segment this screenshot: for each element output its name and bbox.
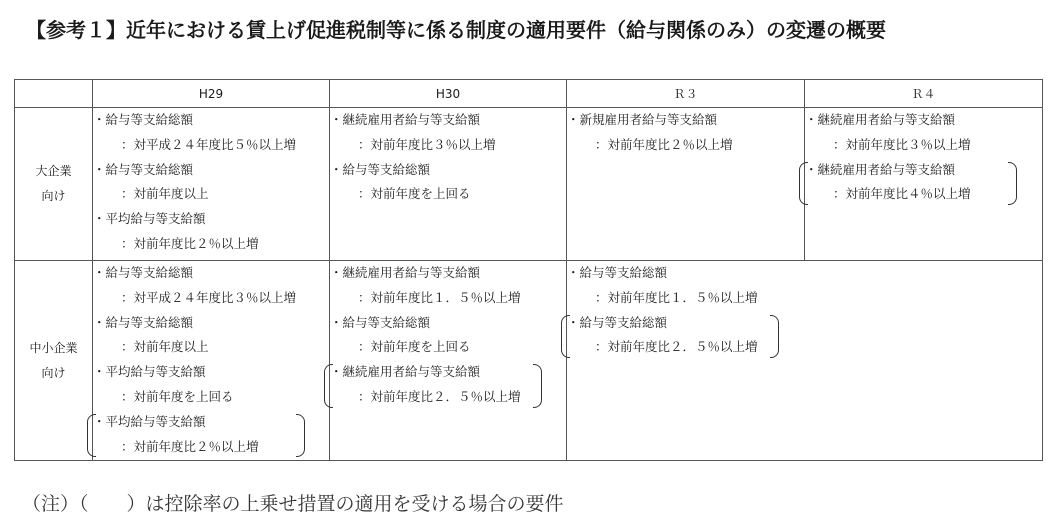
- row-label-sme: [15, 261, 93, 461]
- requirement-condition: ：対前年度比３％以上増: [833, 136, 971, 152]
- requirement-name: ・給与等支給総額: [93, 112, 194, 127]
- requirement-condition: ：対前年度比３％以上増: [358, 136, 496, 152]
- requirement-name: ・給与等支給総額: [567, 265, 668, 280]
- requirement-item: [93, 158, 329, 208]
- requirement-condition: ：対前年度を上回る: [358, 186, 471, 202]
- requirement-condition: ：対前年度比１．５％以上増: [595, 289, 758, 305]
- requirement-name: ・平均給与等支給額: [93, 211, 206, 227]
- row-label-line: 中小企業: [29, 340, 78, 355]
- cell-sme-h29: [93, 261, 330, 461]
- requirement-item: [330, 158, 566, 208]
- requirement-condition: ：対前年度以上: [121, 186, 209, 202]
- requirement-item: [93, 311, 329, 361]
- requirement-condition: ：対前年度を上回る: [121, 388, 234, 404]
- requirement-name: ・新規雇用者給与等支給額: [567, 112, 718, 127]
- requirement-condition: ：対前年度比４％以上増: [833, 186, 971, 202]
- requirements-table: [14, 79, 1043, 461]
- page-title: 【参考１】近年における賃上げ促進税制等に係る制度の適用要件（給与関係のみ）の変遷の概要: [26, 18, 886, 42]
- requirement-condition: ：対前年度比２％以上増: [595, 136, 733, 152]
- cell-sme-r3-r4: [567, 261, 1043, 461]
- requirement-name: ・給与等支給総額: [330, 314, 431, 330]
- header-row: [15, 80, 1043, 108]
- cell-large-r3: [567, 108, 805, 261]
- header-h29: H29: [93, 80, 330, 108]
- requirement-name: ・給与等支給総額: [93, 161, 194, 177]
- requirement-name: ・継続雇用者給与等支給額: [330, 364, 481, 380]
- cell-large-r4: [805, 108, 1043, 261]
- header-r4: Ｒ４: [805, 80, 1043, 108]
- requirement-condition: ：対前年度以上: [121, 339, 209, 355]
- requirement-name: ・給与等支給総額: [93, 265, 194, 280]
- cell-large-h29: [93, 108, 330, 261]
- requirement-name: ・継続雇用者給与等支給額: [805, 161, 956, 177]
- requirement-name: ・平均給与等支給額: [93, 413, 206, 429]
- bracketed-requirement: [799, 158, 1017, 208]
- bracketed-requirement: [324, 360, 542, 410]
- bracketed-requirement: [87, 410, 305, 460]
- requirement-name: ・給与等支給総額: [93, 314, 194, 330]
- requirement-item: [93, 360, 329, 410]
- requirement-name: ・給与等支給総額: [330, 161, 431, 177]
- requirement-name: ・継続雇用者給与等支給額: [805, 112, 956, 127]
- bracketed-requirement: [561, 311, 779, 361]
- requirement-name: ・給与等支給総額: [567, 314, 668, 330]
- requirement-condition: ：対平成２４年度比３％以上増: [121, 289, 297, 305]
- row-sme: [15, 261, 1043, 461]
- requirement-item: [805, 108, 1042, 158]
- requirement-condition: ：対前年度比２．５％以上増: [358, 388, 521, 404]
- requirement-condition: ：対平成２４年度比５％以上増: [121, 136, 297, 152]
- requirement-name: ・平均給与等支給額: [93, 364, 206, 380]
- requirement-item: [330, 311, 566, 361]
- requirement-item: [330, 261, 566, 311]
- row-label-line: 向け: [41, 189, 66, 203]
- requirement-condition: ：対前年度比１．５％以上増: [358, 289, 521, 305]
- requirement-item: [93, 261, 329, 311]
- row-label-line: 大企業: [35, 164, 72, 178]
- requirement-condition: ：対前年度比２．５％以上増: [595, 339, 758, 355]
- requirement-name: ・継続雇用者給与等支給額: [330, 265, 481, 280]
- row-large-enterprise: [15, 108, 1043, 261]
- requirement-condition: ：対前年度を上回る: [358, 339, 471, 355]
- requirement-item: [93, 207, 329, 257]
- requirement-item: [93, 108, 329, 158]
- row-label-large: [15, 108, 93, 261]
- cell-sme-h30: [330, 261, 567, 461]
- requirement-condition: ：対前年度比２％以上増: [121, 438, 259, 454]
- header-h30: H30: [330, 80, 567, 108]
- row-label-line: 向け: [41, 365, 66, 380]
- header-corner: [15, 80, 93, 108]
- requirement-item: [567, 108, 804, 158]
- requirement-item: [567, 261, 1042, 311]
- cell-large-h30: [330, 108, 567, 261]
- footnote: （注）（ ）は控除率の上乗せ措置の適用を受ける場合の要件: [22, 493, 564, 515]
- requirement-name: ・継続雇用者給与等支給額: [330, 112, 481, 127]
- requirement-item: [330, 108, 566, 158]
- header-r3: Ｒ３: [567, 80, 805, 108]
- requirement-condition: ：対前年度比２％以上増: [121, 235, 259, 251]
